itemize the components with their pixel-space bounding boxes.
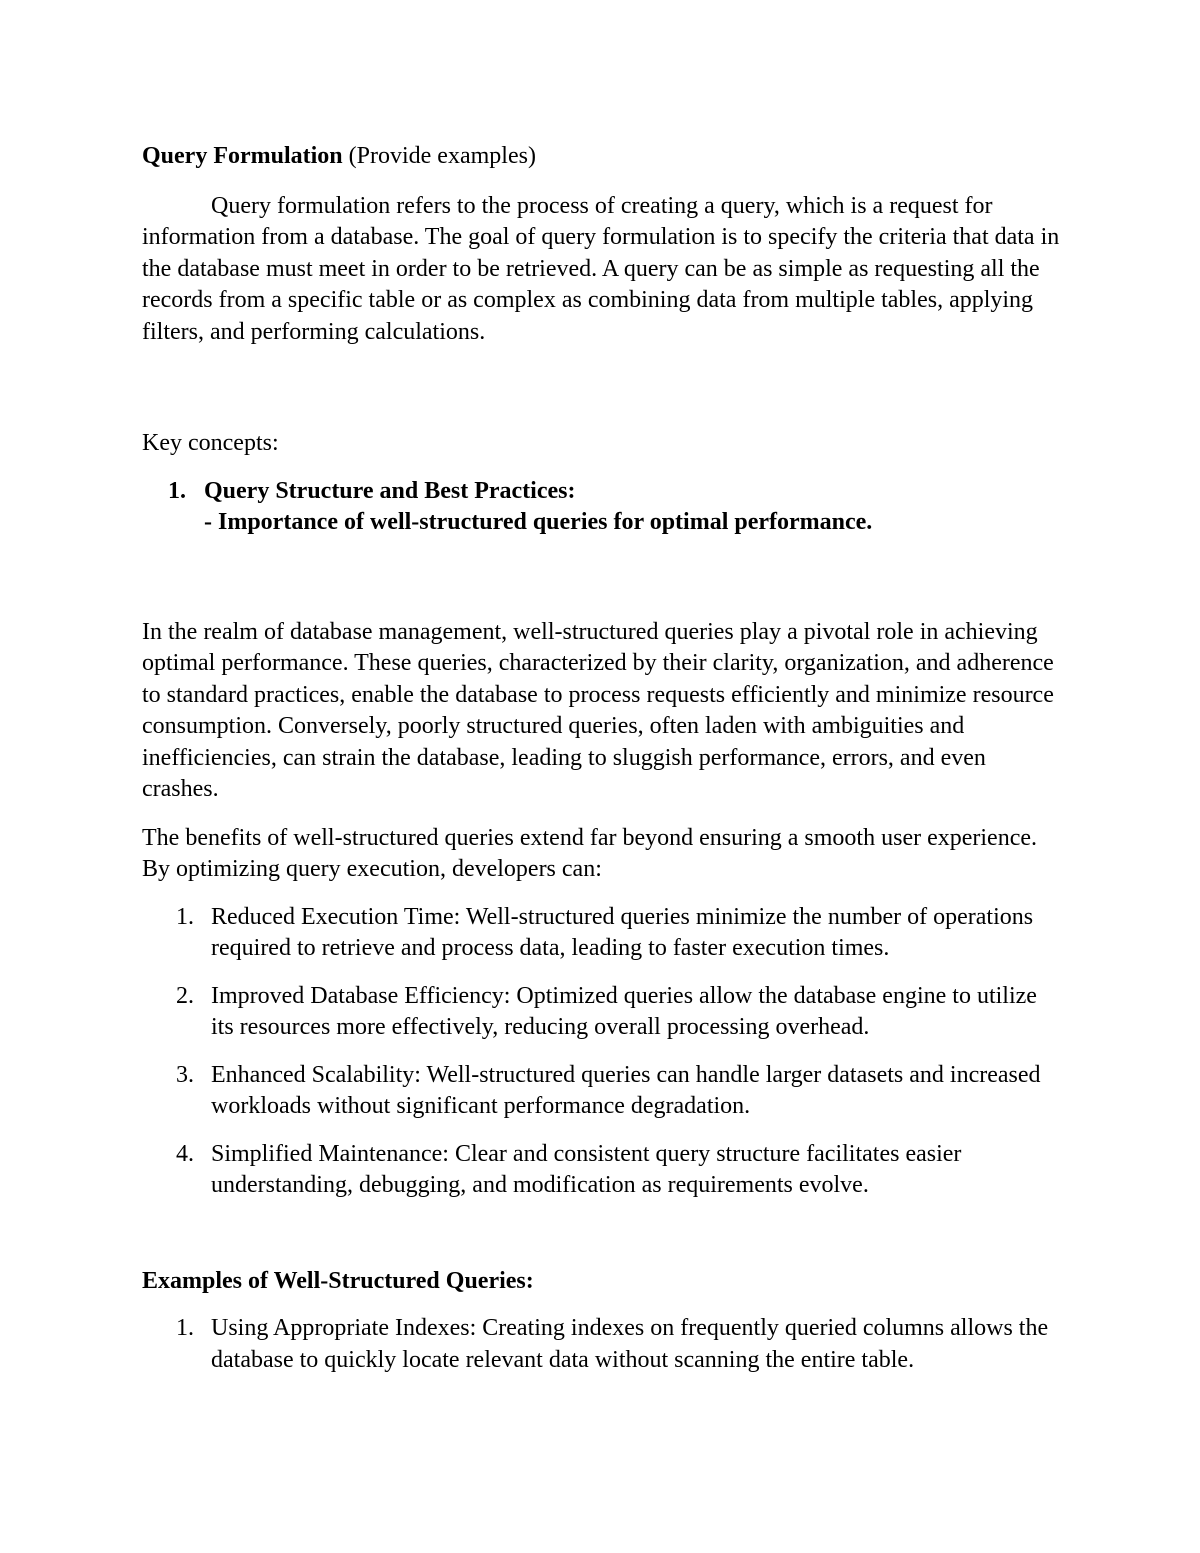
list-item-text: Improved Database Efficiency: Optimized queries allow the database engine to utilize its resources more effectively, reducing overall processing overhead. <box>211 982 1037 1040</box>
key-concepts-list <box>142 476 1062 539</box>
list-item <box>142 1060 1062 1123</box>
benefits-list <box>142 902 1062 1202</box>
key-concept-subheading: - Importance of well-structured queries for optimal performance. <box>204 509 873 535</box>
body-paragraph-1: In the realm of database management, well-structured queries play a pivotal role in achieving optimal performance. These queries, characterized by their clarity, organization, and adherence to standard practices, enable the database to process requests efficiently and minimize resource consumption. Conversely, poorly structured queries, often laden with ambiguities and inefficiencies, can strain the database, leading to sluggish performance, errors, and even crashes. <box>142 618 1054 802</box>
list-item-number: 4. <box>176 1140 194 1167</box>
examples-heading: Examples of Well-Structured Queries: <box>142 1267 534 1294</box>
key-concept-heading: Query Structure and Best Practices: <box>204 477 576 504</box>
list-item-number: 1. <box>176 903 194 930</box>
list-item-text: Using Appropriate Indexes: Creating indexes on frequently queried columns allows the database to quickly locate relevant data without scanning the entire table. <box>211 1315 1049 1373</box>
list-item <box>142 981 1062 1044</box>
section-title-bold: Query Formulation <box>142 143 343 169</box>
list-item <box>142 1313 1062 1376</box>
section-title <box>142 141 1062 173</box>
intro-paragraph: Query formulation refers to the process of creating a query, which is a request for information from a database. The goal of query formulation is to specify the criteria that data in the database must meet in order to be retrieved. A query can be as simple as requesting all the records from a specific table or as complex as combining data from multiple tables, applying filters, and performing calculations. <box>142 192 1060 345</box>
list-item-text: Reduced Execution Time: Well-structured queries minimize the number of operations required to retrieve and process data, leading to faster execution times. <box>211 903 1034 961</box>
key-concept-item <box>142 476 1062 539</box>
key-concepts-label: Key concepts: <box>142 430 279 456</box>
list-item-number: 3. <box>176 1061 194 1088</box>
body-paragraph-2: The benefits of well-structured queries extend far beyond ensuring a smooth user experience. By optimizing query execution, developers can: <box>142 824 1038 882</box>
list-item-text: Enhanced Scalability: Well-structured queries can handle larger datasets and increased workloads without significant performance degradation. <box>211 1061 1041 1119</box>
list-item-number: 1. <box>176 1315 194 1341</box>
list-item-number: 2. <box>176 982 194 1009</box>
key-concept-number: 1. <box>168 477 186 504</box>
section-title-note: (Provide examples) <box>342 143 536 169</box>
list-item <box>142 1139 1062 1202</box>
examples-list <box>142 1313 1062 1376</box>
document-body <box>142 141 1062 1376</box>
list-item <box>142 902 1062 965</box>
list-item-text: Simplified Maintenance: Clear and consistent query structure facilitates easier understanding, debugging, and modification as requirements evolve. <box>211 1140 962 1198</box>
